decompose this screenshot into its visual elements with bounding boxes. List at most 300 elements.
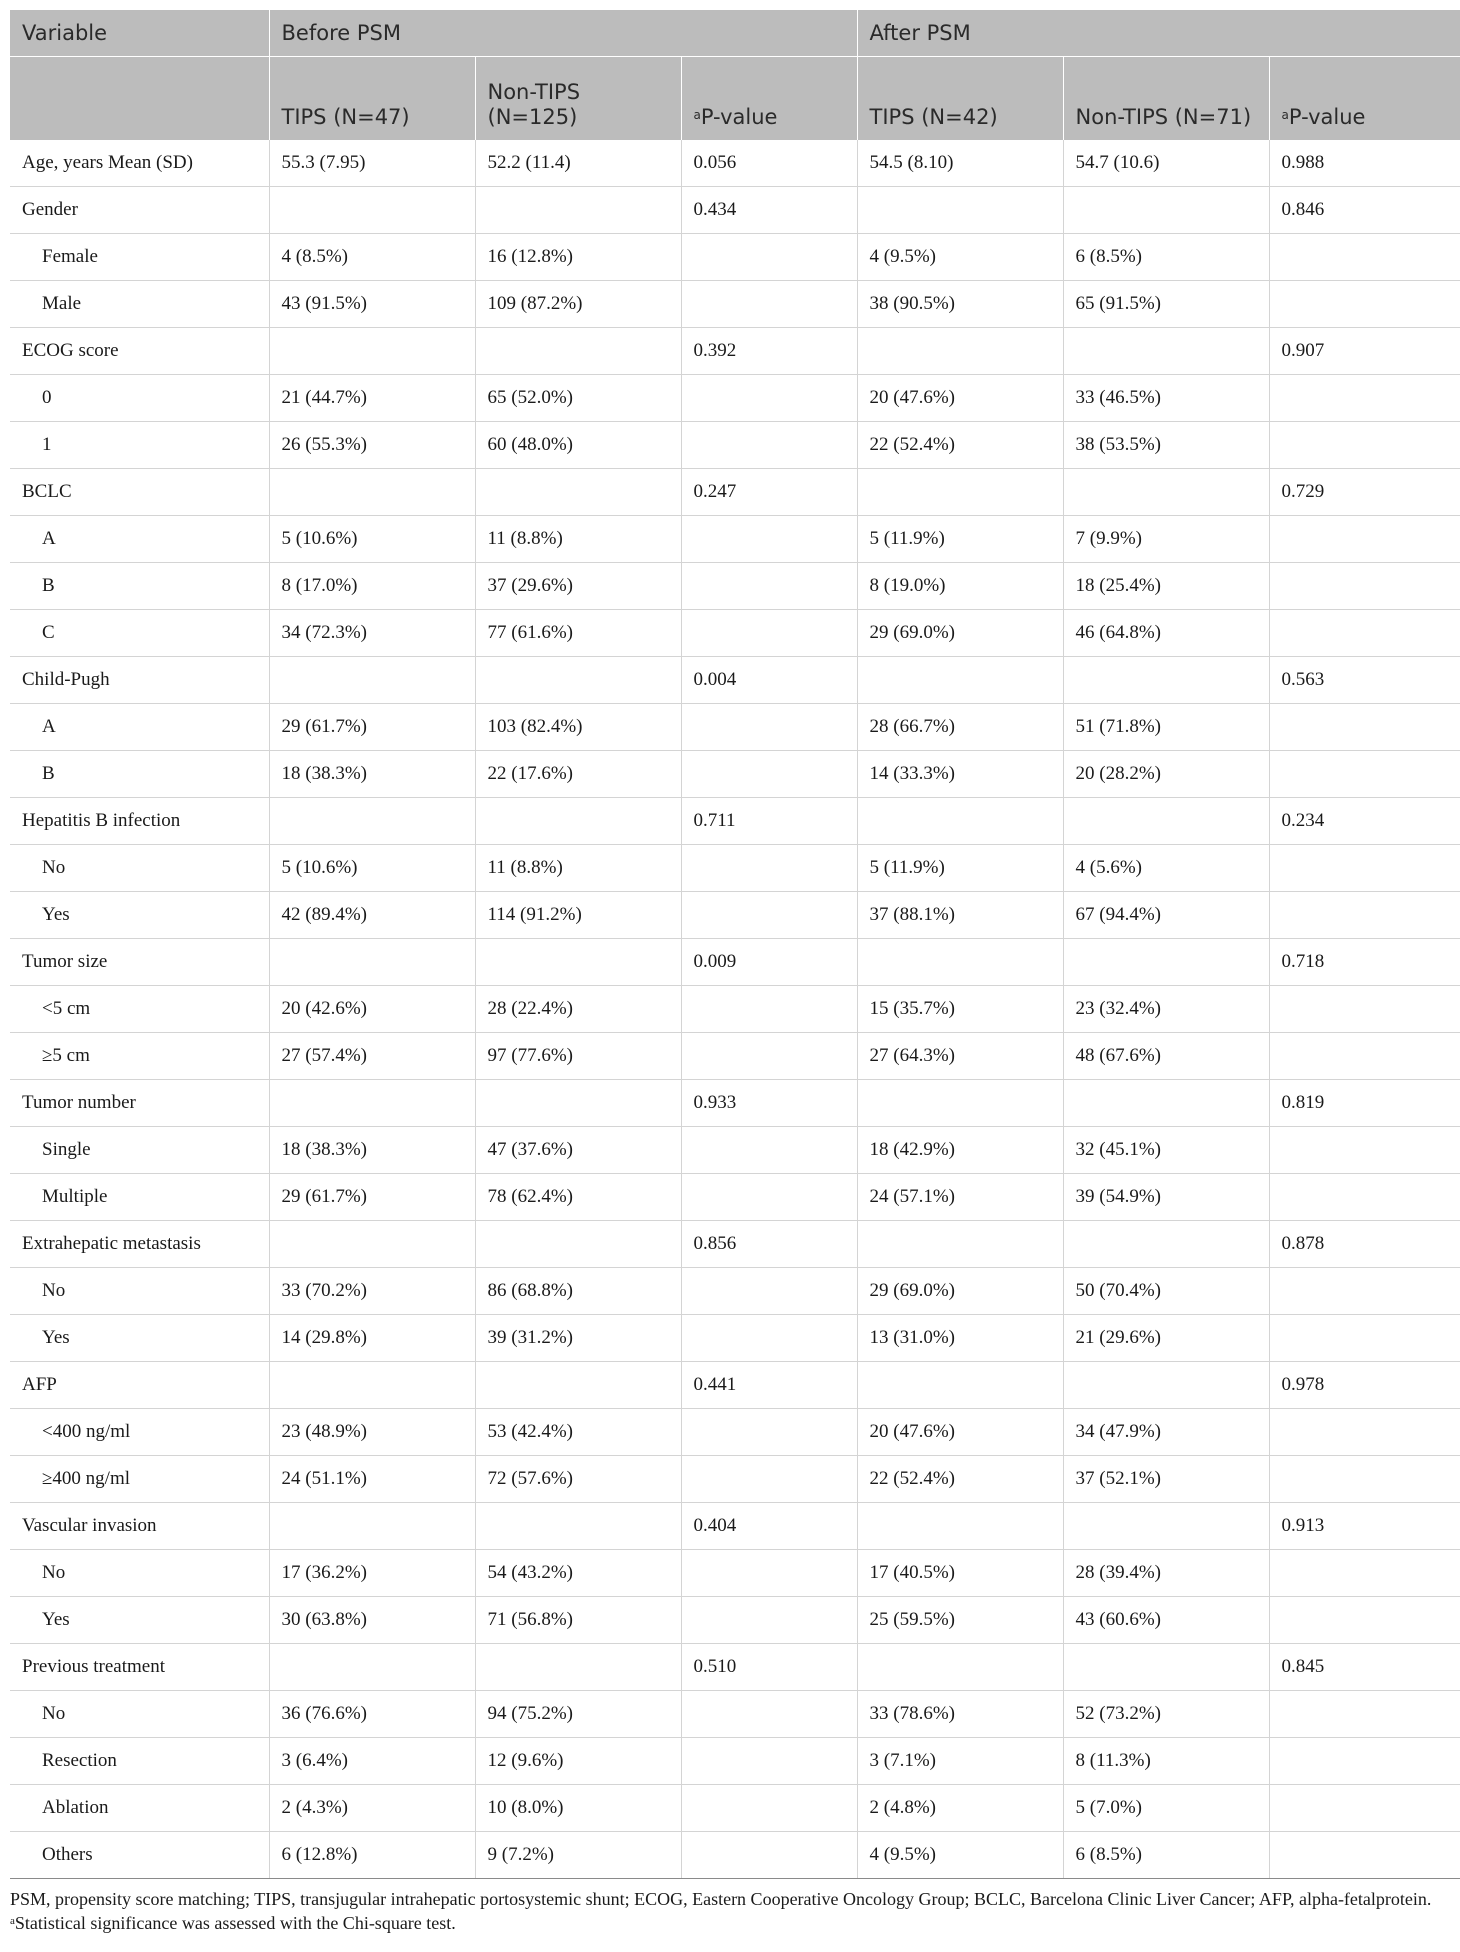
header-row-columns <box>10 57 1460 141</box>
after-non-tips-cell: 18 (25.4%) <box>1063 563 1269 610</box>
before-pvalue-cell <box>681 422 857 469</box>
before-tips-cell: 4 (8.5%) <box>269 234 475 281</box>
after-tips-cell: 27 (64.3%) <box>857 1033 1063 1080</box>
after-non-tips-cell <box>1063 1221 1269 1268</box>
row-label: Yes <box>10 1597 269 1644</box>
table-subrow <box>10 1268 1460 1315</box>
row-label: C <box>10 610 269 657</box>
before-non-tips-cell: 52.2 (11.4) <box>475 140 681 187</box>
after-pvalue-cell <box>1269 704 1460 751</box>
after-non-tips-cell: 39 (54.9%) <box>1063 1174 1269 1221</box>
before-tips-cell <box>269 1644 475 1691</box>
before-pvalue-cell <box>681 1033 857 1080</box>
after-non-tips-cell: 48 (67.6%) <box>1063 1033 1269 1080</box>
before-tips-cell: 5 (10.6%) <box>269 845 475 892</box>
table-subrow <box>10 1409 1460 1456</box>
before-pvalue-cell: 0.510 <box>681 1644 857 1691</box>
before-tips-cell: 5 (10.6%) <box>269 516 475 563</box>
before-tips-cell: 14 (29.8%) <box>269 1315 475 1362</box>
after-tips-cell: 3 (7.1%) <box>857 1738 1063 1785</box>
before-psm-header: Before PSM <box>269 10 857 57</box>
after-pvalue-cell <box>1269 1785 1460 1832</box>
row-label: Ablation <box>10 1785 269 1832</box>
before-non-tips-cell: 77 (61.6%) <box>475 610 681 657</box>
before-pvalue-cell: 0.441 <box>681 1362 857 1409</box>
before-non-tips-cell: 114 (91.2%) <box>475 892 681 939</box>
table-row <box>10 657 1460 704</box>
row-label: Age, years Mean (SD) <box>10 140 269 187</box>
row-label: Tumor size <box>10 939 269 986</box>
before-non-tips-cell: 12 (9.6%) <box>475 1738 681 1785</box>
row-label: Single <box>10 1127 269 1174</box>
after-pvalue-cell <box>1269 751 1460 798</box>
after-pvalue-cell <box>1269 1550 1460 1597</box>
after-non-tips-cell <box>1063 657 1269 704</box>
before-tips-cell <box>269 657 475 704</box>
after-non-tips-cell: 65 (91.5%) <box>1063 281 1269 328</box>
after-non-tips-cell: 8 (11.3%) <box>1063 1738 1269 1785</box>
table-body <box>10 140 1460 1879</box>
after-non-tips-cell: 54.7 (10.6) <box>1063 140 1269 187</box>
before-pvalue-cell <box>681 1738 857 1785</box>
table-row <box>10 1503 1460 1550</box>
before-tips-cell: 8 (17.0%) <box>269 563 475 610</box>
after-pvalue-cell: 0.988 <box>1269 140 1460 187</box>
before-tips-cell <box>269 1080 475 1127</box>
after-non-tips-cell: 4 (5.6%) <box>1063 845 1269 892</box>
after-pvalue-cell <box>1269 1315 1460 1362</box>
before-non-tips-cell <box>475 469 681 516</box>
table-row <box>10 187 1460 234</box>
before-non-tips-cell: 54 (43.2%) <box>475 1550 681 1597</box>
before-pvalue-cell: 0.933 <box>681 1080 857 1127</box>
before-tips-cell: 29 (61.7%) <box>269 704 475 751</box>
after-tips-cell: 17 (40.5%) <box>857 1550 1063 1597</box>
table-row <box>10 939 1460 986</box>
after-non-tips-cell: 51 (71.8%) <box>1063 704 1269 751</box>
table-subrow <box>10 892 1460 939</box>
table-subrow <box>10 1127 1460 1174</box>
pvalue-superscript: a <box>693 108 701 122</box>
before-pvalue-cell <box>681 751 857 798</box>
variable-header: Variable <box>10 10 269 57</box>
pvalue-label: P-value <box>1288 105 1366 129</box>
before-tips-cell <box>269 328 475 375</box>
after-tips-cell: 13 (31.0%) <box>857 1315 1063 1362</box>
table-row <box>10 1080 1460 1127</box>
table-subrow <box>10 281 1460 328</box>
after-tips-cell: 20 (47.6%) <box>857 1409 1063 1456</box>
after-tips-cell: 4 (9.5%) <box>857 234 1063 281</box>
row-label: Vascular invasion <box>10 1503 269 1550</box>
before-tips-cell <box>269 939 475 986</box>
before-tips-cell: 43 (91.5%) <box>269 281 475 328</box>
baseline-characteristics-table <box>10 10 1460 1879</box>
before-pvalue-cell <box>681 1456 857 1503</box>
after-non-tips-cell: 6 (8.5%) <box>1063 234 1269 281</box>
before-tips-cell: 3 (6.4%) <box>269 1738 475 1785</box>
row-label: Previous treatment <box>10 1644 269 1691</box>
row-label: A <box>10 516 269 563</box>
before-pvalue-cell <box>681 1785 857 1832</box>
after-tips-cell: 54.5 (8.10) <box>857 140 1063 187</box>
after-pvalue-cell <box>1269 516 1460 563</box>
before-tips-cell: 21 (44.7%) <box>269 375 475 422</box>
after-pvalue-cell: 0.819 <box>1269 1080 1460 1127</box>
after-pvalue-cell <box>1269 281 1460 328</box>
row-label: Hepatitis B infection <box>10 798 269 845</box>
table-row <box>10 328 1460 375</box>
before-tips-cell <box>269 1503 475 1550</box>
before-non-tips-cell: 39 (31.2%) <box>475 1315 681 1362</box>
row-label: No <box>10 1268 269 1315</box>
before-tips-cell <box>269 469 475 516</box>
after-non-tips-cell: 6 (8.5%) <box>1063 1832 1269 1879</box>
before-non-tips-cell <box>475 328 681 375</box>
before-non-tips-cell <box>475 1221 681 1268</box>
after-tips-cell: 14 (33.3%) <box>857 751 1063 798</box>
row-label: ≥5 cm <box>10 1033 269 1080</box>
after-tips-header: TIPS (N=42) <box>857 57 1063 141</box>
before-pvalue-cell <box>681 563 857 610</box>
after-non-tips-cell <box>1063 798 1269 845</box>
after-pvalue-cell: 0.978 <box>1269 1362 1460 1409</box>
after-tips-cell <box>857 469 1063 516</box>
after-non-tips-cell <box>1063 1362 1269 1409</box>
before-tips-cell: 6 (12.8%) <box>269 1832 475 1879</box>
table-subrow <box>10 1550 1460 1597</box>
after-tips-cell: 25 (59.5%) <box>857 1597 1063 1644</box>
before-non-tips-cell: 37 (29.6%) <box>475 563 681 610</box>
table-subrow <box>10 375 1460 422</box>
after-non-tips-cell: 34 (47.9%) <box>1063 1409 1269 1456</box>
after-non-tips-cell <box>1063 1080 1269 1127</box>
row-label: Yes <box>10 1315 269 1362</box>
before-pvalue-cell <box>681 281 857 328</box>
after-psm-header: After PSM <box>857 10 1460 57</box>
after-pvalue-cell <box>1269 1409 1460 1456</box>
after-pvalue-cell <box>1269 422 1460 469</box>
table-subrow <box>10 422 1460 469</box>
table-subrow <box>10 1174 1460 1221</box>
after-pvalue-cell <box>1269 234 1460 281</box>
after-tips-cell: 37 (88.1%) <box>857 892 1063 939</box>
before-non-tips-cell <box>475 1080 681 1127</box>
before-pvalue-cell <box>681 892 857 939</box>
before-tips-cell: 18 (38.3%) <box>269 751 475 798</box>
after-tips-cell <box>857 1080 1063 1127</box>
table-subrow <box>10 1597 1460 1644</box>
row-label: Tumor number <box>10 1080 269 1127</box>
footnote-mark: a <box>10 1915 15 1927</box>
table-subrow <box>10 1832 1460 1879</box>
before-pvalue-cell: 0.392 <box>681 328 857 375</box>
header-row-groups <box>10 10 1460 57</box>
before-non-tips-cell: 94 (75.2%) <box>475 1691 681 1738</box>
before-non-tips-cell <box>475 798 681 845</box>
row-label: Extrahepatic metastasis <box>10 1221 269 1268</box>
before-tips-cell <box>269 798 475 845</box>
before-pvalue-cell <box>681 1174 857 1221</box>
after-tips-cell <box>857 657 1063 704</box>
after-pvalue-cell <box>1269 1738 1460 1785</box>
after-pvalue-cell: 0.563 <box>1269 657 1460 704</box>
before-tips-cell: 29 (61.7%) <box>269 1174 475 1221</box>
table-row <box>10 1644 1460 1691</box>
before-non-tips-cell: 109 (87.2%) <box>475 281 681 328</box>
after-non-tips-cell: 21 (29.6%) <box>1063 1315 1269 1362</box>
row-label: No <box>10 845 269 892</box>
before-tips-cell: 55.3 (7.95) <box>269 140 475 187</box>
after-pvalue-cell <box>1269 1174 1460 1221</box>
after-tips-cell <box>857 1644 1063 1691</box>
after-non-tips-cell: 46 (64.8%) <box>1063 610 1269 657</box>
row-label: Gender <box>10 187 269 234</box>
before-tips-cell: 20 (42.6%) <box>269 986 475 1033</box>
before-pvalue-cell <box>681 516 857 563</box>
after-non-tips-cell: 37 (52.1%) <box>1063 1456 1269 1503</box>
after-pvalue-cell <box>1269 1597 1460 1644</box>
after-non-tips-cell <box>1063 1644 1269 1691</box>
row-label: B <box>10 563 269 610</box>
before-tips-cell: 36 (76.6%) <box>269 1691 475 1738</box>
after-non-tips-cell <box>1063 187 1269 234</box>
after-pvalue-cell: 0.846 <box>1269 187 1460 234</box>
before-pvalue-cell: 0.247 <box>681 469 857 516</box>
row-label: A <box>10 704 269 751</box>
before-non-tips-cell: 22 (17.6%) <box>475 751 681 798</box>
after-non-tips-cell: 5 (7.0%) <box>1063 1785 1269 1832</box>
after-pvalue-cell <box>1269 1268 1460 1315</box>
after-non-tips-cell: 43 (60.6%) <box>1063 1597 1269 1644</box>
after-tips-cell: 29 (69.0%) <box>857 1268 1063 1315</box>
table-subrow <box>10 751 1460 798</box>
before-non-tips-cell <box>475 187 681 234</box>
row-label: B <box>10 751 269 798</box>
after-tips-cell: 24 (57.1%) <box>857 1174 1063 1221</box>
after-tips-cell <box>857 939 1063 986</box>
before-tips-cell: 33 (70.2%) <box>269 1268 475 1315</box>
after-tips-cell <box>857 1362 1063 1409</box>
before-non-tips-cell: 10 (8.0%) <box>475 1785 681 1832</box>
row-label: Female <box>10 234 269 281</box>
row-label: ≥400 ng/ml <box>10 1456 269 1503</box>
after-pvalue-cell <box>1269 1832 1460 1879</box>
before-pvalue-cell: 0.009 <box>681 939 857 986</box>
before-pvalue-cell <box>681 234 857 281</box>
table-row <box>10 798 1460 845</box>
after-tips-cell: 18 (42.9%) <box>857 1127 1063 1174</box>
table-subrow <box>10 1691 1460 1738</box>
before-tips-cell: 42 (89.4%) <box>269 892 475 939</box>
before-pvalue-cell <box>681 610 857 657</box>
after-tips-cell: 29 (69.0%) <box>857 610 1063 657</box>
before-tips-cell: 30 (63.8%) <box>269 1597 475 1644</box>
before-pvalue-cell <box>681 1832 857 1879</box>
after-non-tips-cell: 38 (53.5%) <box>1063 422 1269 469</box>
row-label: No <box>10 1691 269 1738</box>
after-pvalue-cell <box>1269 1691 1460 1738</box>
after-pvalue-cell: 0.907 <box>1269 328 1460 375</box>
row-label: No <box>10 1550 269 1597</box>
after-pvalue-cell <box>1269 1033 1460 1080</box>
after-tips-cell: 22 (52.4%) <box>857 422 1063 469</box>
table-container <box>10 10 1460 1935</box>
before-tips-header: TIPS (N=47) <box>269 57 475 141</box>
before-pvalue-cell <box>681 1268 857 1315</box>
table-row <box>10 140 1460 187</box>
before-tips-cell <box>269 1221 475 1268</box>
before-tips-cell: 18 (38.3%) <box>269 1127 475 1174</box>
before-tips-cell: 17 (36.2%) <box>269 1550 475 1597</box>
before-non-tips-cell: 72 (57.6%) <box>475 1456 681 1503</box>
table-subrow <box>10 1033 1460 1080</box>
after-tips-cell: 5 (11.9%) <box>857 516 1063 563</box>
before-pvalue-cell <box>681 1691 857 1738</box>
before-tips-cell: 2 (4.3%) <box>269 1785 475 1832</box>
before-tips-cell: 23 (48.9%) <box>269 1409 475 1456</box>
table-subrow <box>10 1785 1460 1832</box>
before-pvalue-cell: 0.056 <box>681 140 857 187</box>
row-label: BCLC <box>10 469 269 516</box>
after-tips-cell: 38 (90.5%) <box>857 281 1063 328</box>
before-pvalue-cell <box>681 1597 857 1644</box>
after-pvalue-cell <box>1269 1456 1460 1503</box>
table-subrow <box>10 845 1460 892</box>
row-label: AFP <box>10 1362 269 1409</box>
before-pvalue-header <box>681 57 857 141</box>
after-pvalue-cell: 0.729 <box>1269 469 1460 516</box>
after-tips-cell <box>857 1503 1063 1550</box>
after-pvalue-cell: 0.845 <box>1269 1644 1460 1691</box>
before-pvalue-cell <box>681 704 857 751</box>
after-non-tips-cell: 33 (46.5%) <box>1063 375 1269 422</box>
after-non-tips-cell: 20 (28.2%) <box>1063 751 1269 798</box>
significance-text: Statistical significance was assessed with the Chi-square test. <box>14 1913 456 1933</box>
before-non-tips-cell: 86 (68.8%) <box>475 1268 681 1315</box>
before-tips-cell: 34 (72.3%) <box>269 610 475 657</box>
before-tips-cell <box>269 187 475 234</box>
row-label: Multiple <box>10 1174 269 1221</box>
before-non-tips-cell: 71 (56.8%) <box>475 1597 681 1644</box>
after-non-tips-cell: 52 (73.2%) <box>1063 1691 1269 1738</box>
before-pvalue-cell: 0.856 <box>681 1221 857 1268</box>
row-label: <5 cm <box>10 986 269 1033</box>
row-label: Yes <box>10 892 269 939</box>
after-tips-cell: 33 (78.6%) <box>857 1691 1063 1738</box>
before-tips-cell: 27 (57.4%) <box>269 1033 475 1080</box>
after-non-tips-cell <box>1063 939 1269 986</box>
before-pvalue-cell <box>681 845 857 892</box>
before-pvalue-cell <box>681 1550 857 1597</box>
after-pvalue-cell <box>1269 563 1460 610</box>
table-subrow <box>10 704 1460 751</box>
significance-footnote <box>10 1911 1460 1935</box>
table-subrow <box>10 1315 1460 1362</box>
row-label: ECOG score <box>10 328 269 375</box>
row-label: Child-Pugh <box>10 657 269 704</box>
before-tips-cell: 24 (51.1%) <box>269 1456 475 1503</box>
before-non-tips-cell: 65 (52.0%) <box>475 375 681 422</box>
before-pvalue-cell: 0.434 <box>681 187 857 234</box>
before-non-tips-cell <box>475 1644 681 1691</box>
table-subrow <box>10 1738 1460 1785</box>
before-non-tips-cell <box>475 1503 681 1550</box>
after-tips-cell: 2 (4.8%) <box>857 1785 1063 1832</box>
blank-header <box>10 57 269 141</box>
before-non-tips-cell: 97 (77.6%) <box>475 1033 681 1080</box>
before-pvalue-cell <box>681 986 857 1033</box>
row-label: Male <box>10 281 269 328</box>
after-pvalue-cell <box>1269 1127 1460 1174</box>
after-non-tips-cell: 23 (32.4%) <box>1063 986 1269 1033</box>
after-pvalue-cell: 0.718 <box>1269 939 1460 986</box>
after-non-tips-cell: 67 (94.4%) <box>1063 892 1269 939</box>
after-pvalue-cell <box>1269 610 1460 657</box>
before-non-tips-cell: 11 (8.8%) <box>475 845 681 892</box>
after-pvalue-cell: 0.913 <box>1269 1503 1460 1550</box>
before-non-tips-cell: 78 (62.4%) <box>475 1174 681 1221</box>
after-pvalue-header <box>1269 57 1460 141</box>
row-label: 0 <box>10 375 269 422</box>
after-pvalue-cell <box>1269 986 1460 1033</box>
before-pvalue-cell: 0.711 <box>681 798 857 845</box>
before-non-tips-cell: 28 (22.4%) <box>475 986 681 1033</box>
after-tips-cell: 22 (52.4%) <box>857 1456 1063 1503</box>
after-tips-cell <box>857 328 1063 375</box>
before-pvalue-cell: 0.004 <box>681 657 857 704</box>
after-non-tips-cell <box>1063 328 1269 375</box>
row-label: 1 <box>10 422 269 469</box>
before-non-tips-cell: 60 (48.0%) <box>475 422 681 469</box>
before-non-tips-header: Non-TIPS (N=125) <box>475 57 681 141</box>
before-pvalue-cell <box>681 1127 857 1174</box>
before-non-tips-cell: 9 (7.2%) <box>475 1832 681 1879</box>
after-tips-cell: 8 (19.0%) <box>857 563 1063 610</box>
after-tips-cell: 20 (47.6%) <box>857 375 1063 422</box>
before-tips-cell <box>269 1362 475 1409</box>
abbreviations-footnote: PSM, propensity score matching; TIPS, transjugular intrahepatic portosystemic shunt; ECOG, Eastern Cooperative Oncology Group; BCLC, Barcelona Clinic Liver Cancer; AFP, alpha-fetalprotein. <box>10 1889 1432 1909</box>
after-non-tips-header: Non-TIPS (N=71) <box>1063 57 1269 141</box>
row-label: Resection <box>10 1738 269 1785</box>
after-pvalue-cell: 0.878 <box>1269 1221 1460 1268</box>
table-subrow <box>10 1456 1460 1503</box>
table-footnotes <box>10 1887 1460 1935</box>
before-non-tips-cell: 53 (42.4%) <box>475 1409 681 1456</box>
table-subrow <box>10 563 1460 610</box>
after-pvalue-cell <box>1269 845 1460 892</box>
after-tips-cell <box>857 187 1063 234</box>
after-non-tips-cell: 7 (9.9%) <box>1063 516 1269 563</box>
table-header <box>10 10 1460 140</box>
before-pvalue-cell <box>681 375 857 422</box>
before-pvalue-cell <box>681 1315 857 1362</box>
after-non-tips-cell <box>1063 1503 1269 1550</box>
table-row <box>10 469 1460 516</box>
pvalue-superscript: a <box>1281 108 1289 122</box>
after-pvalue-cell <box>1269 892 1460 939</box>
after-tips-cell <box>857 1221 1063 1268</box>
after-tips-cell: 28 (66.7%) <box>857 704 1063 751</box>
after-non-tips-cell <box>1063 469 1269 516</box>
before-pvalue-cell: 0.404 <box>681 1503 857 1550</box>
after-tips-cell <box>857 798 1063 845</box>
table-subrow <box>10 516 1460 563</box>
before-non-tips-cell <box>475 1362 681 1409</box>
table-subrow <box>10 234 1460 281</box>
before-non-tips-cell <box>475 939 681 986</box>
pvalue-label: P-value <box>700 105 778 129</box>
